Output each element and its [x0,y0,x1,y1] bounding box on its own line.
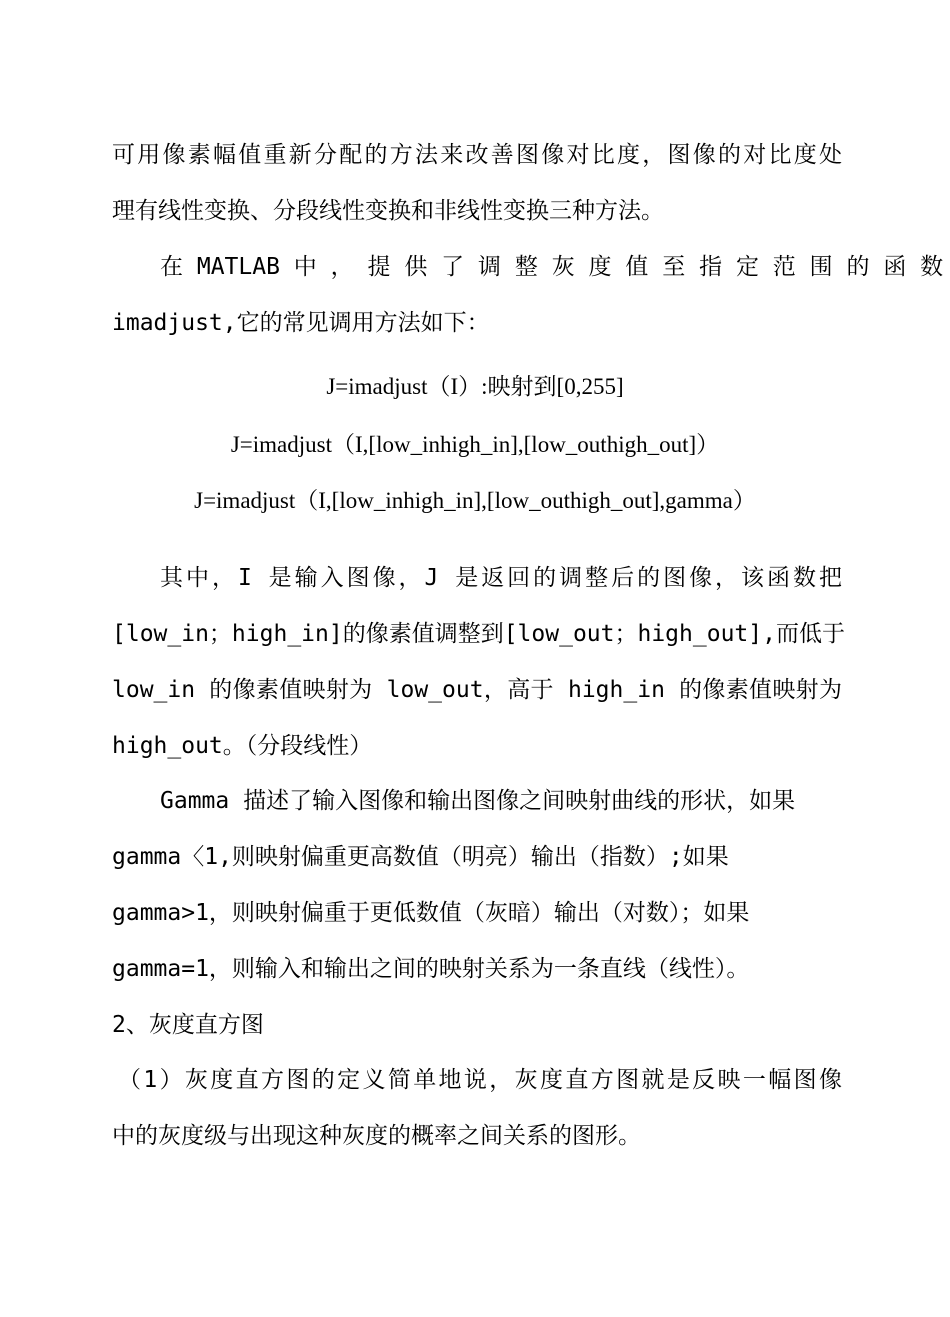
paragraph-3-line-1: 其中，I 是输入图像，J 是返回的调整后的图像，该函数把 [160,565,842,591]
paragraph-5-line-2: 中的灰度级与出现这种灰度的概率之间关系的图形。 [112,1123,641,1149]
section-heading: 2、灰度直方图 [112,1012,264,1038]
paragraph-5-line-1: （1）灰度直方图的定义简单地说，灰度直方图就是反映一幅图像 [118,1067,842,1093]
paragraph-2-line-1: 在 MATLAB 中 ， 提 供 了 调 整 灰 度 值 至 指 定 范 围 的 函 数 [160,254,944,280]
paragraph-2-line-2: imadjust,它的常见调用方法如下： [112,310,490,336]
paragraph-4-line-3: gamma>1，则映射偏重于更低数值（灰暗）输出（对数）；如果 [112,900,750,926]
paragraph-4-line-4: gamma=1，则输入和输出之间的映射关系为一条直线（线性）。 [112,956,750,982]
formula-3: J=imadjust（I,[low_inhigh_in],[low_outhigh_out],gamma） [194,488,756,513]
paragraph-1-line-2: 理有线性变换、分段线性变换和非线性变换三种方法。 [112,198,664,224]
paragraph-4-line-1: Gamma 描述了输入图像和输出图像之间映射曲线的形状，如果 [160,788,796,814]
paragraph-1-line-1: 可用像素幅值重新分配的方法来改善图像对比度，图像的对比度处 [112,142,842,168]
formula-2: J=imadjust（I,[low_inhigh_in],[low_outhigh_out]） [230,432,720,457]
paragraph-3-line-4: high_out。（分段线性） [112,733,373,759]
paragraph-3-line-3: low_in 的像素值映射为 low_out，高于 high_in 的像素值映射为 [112,677,842,703]
formula-1: J=imadjust（I）:映射到[0,255] [326,374,624,399]
paragraph-3-line-2: [low_in；high_in]的像素值调整到[low_out；high_out],而低于 [112,621,845,647]
paragraph-4-line-2: gamma〈1,则映射偏重更高数值（明亮）输出（指数）;如果 [112,844,729,870]
